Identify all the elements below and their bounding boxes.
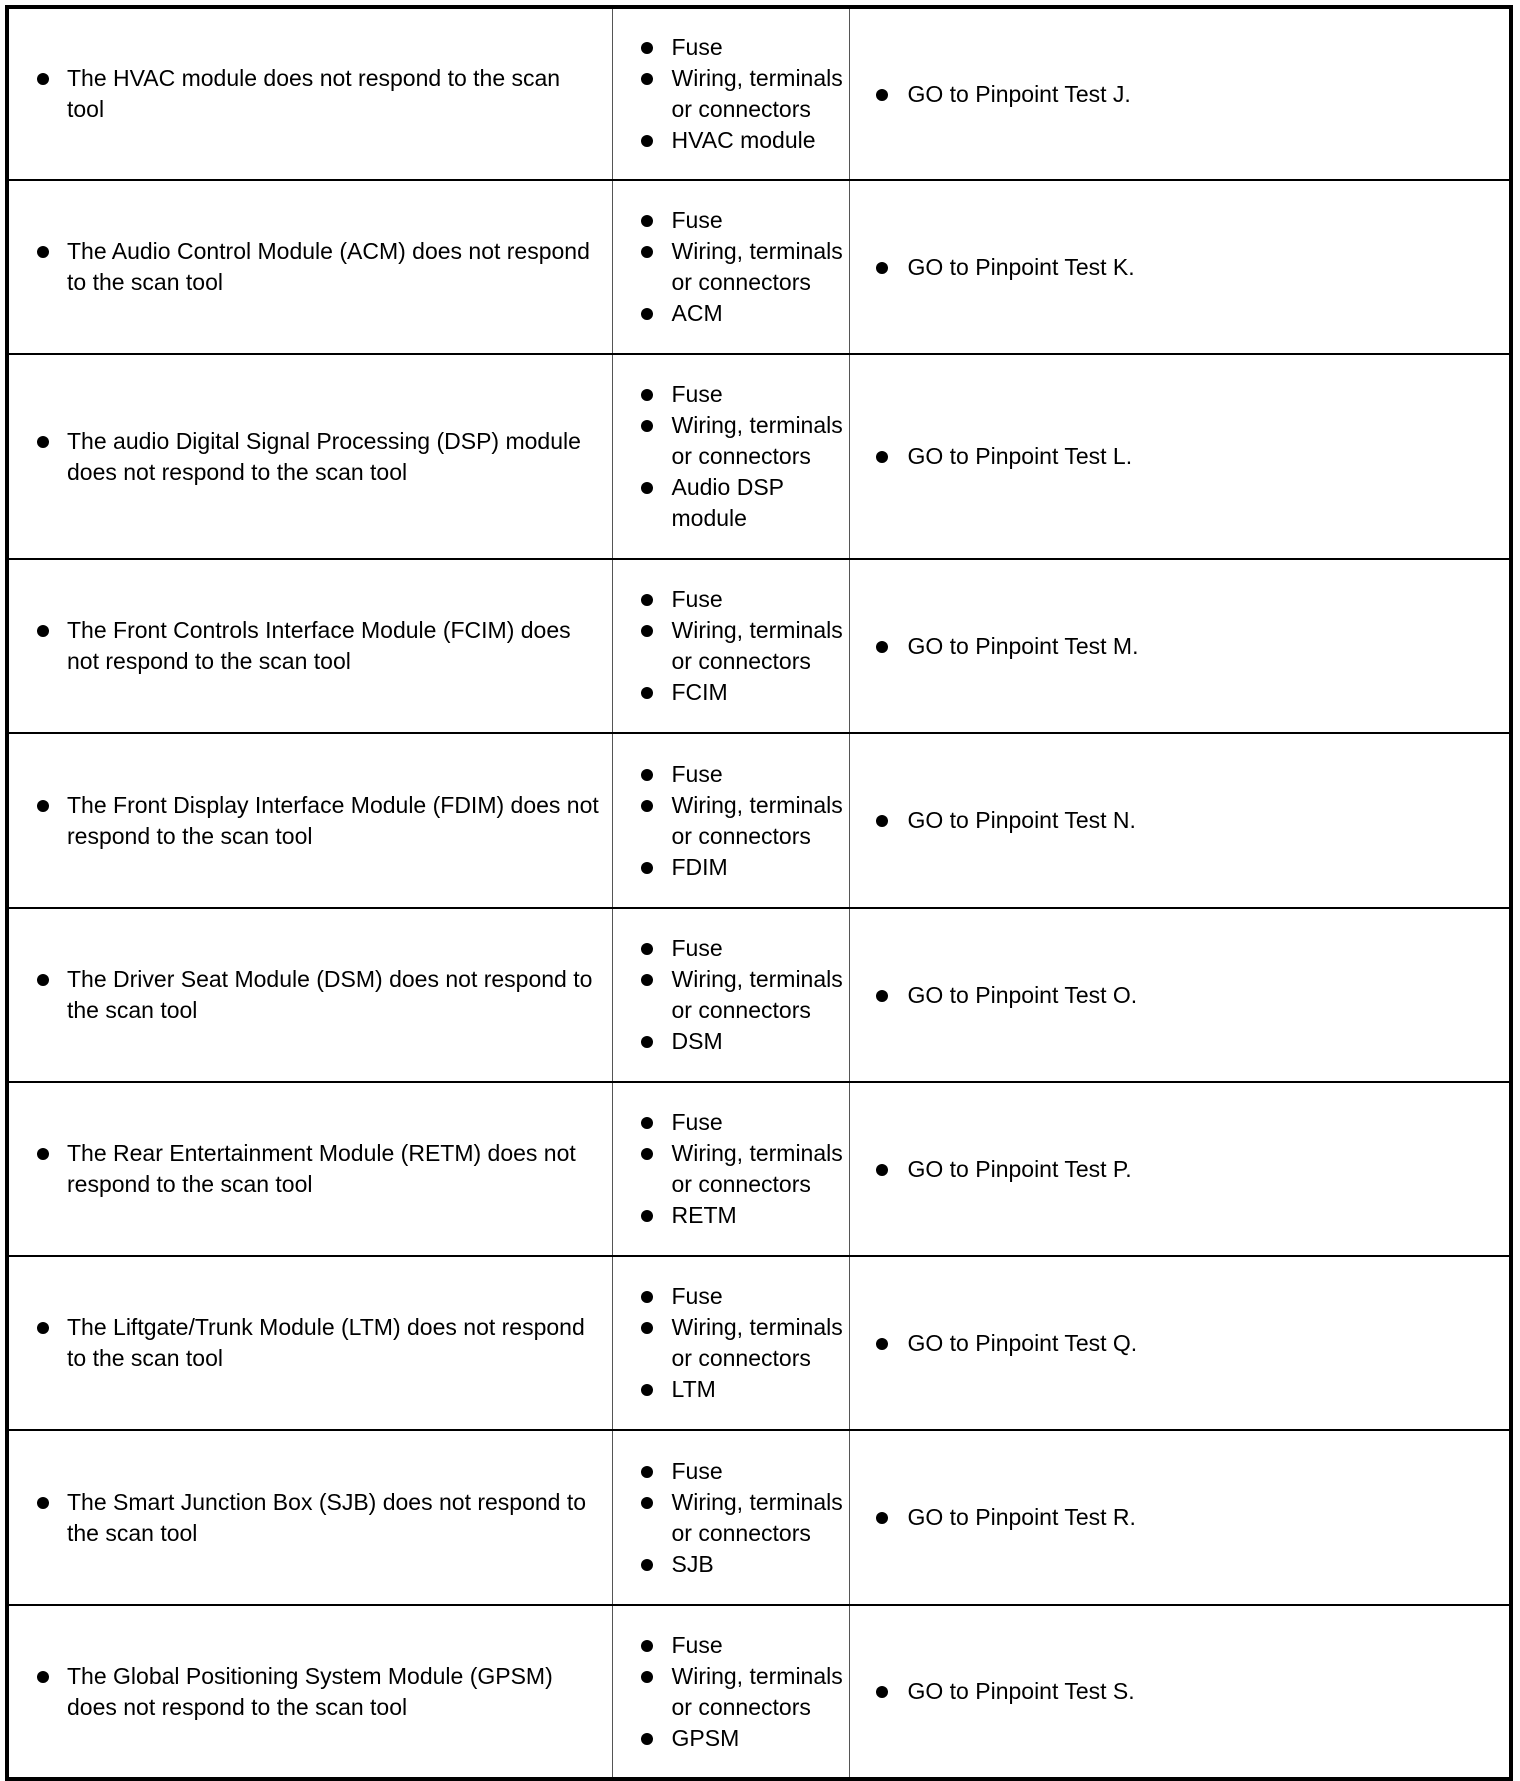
action-text: GO to Pinpoint Test O. bbox=[850, 980, 1510, 1011]
possible-sources-cell bbox=[612, 733, 849, 908]
condition-text: The Liftgate/Trunk Module (LTM) does not respond to the scan tool bbox=[9, 1312, 612, 1374]
action-cell bbox=[849, 559, 1511, 733]
possible-source-item: Fuse bbox=[613, 759, 849, 790]
condition-text: The Smart Junction Box (SJB) does not respond to the scan tool bbox=[9, 1487, 612, 1549]
possible-sources-cell bbox=[612, 354, 849, 559]
condition-text: The Front Display Interface Module (FDIM) does not respond to the scan tool bbox=[9, 790, 612, 852]
possible-source-item: Wiring, terminals or connectors bbox=[613, 615, 849, 677]
table-row bbox=[7, 733, 1511, 908]
possible-source-item: RETM bbox=[613, 1200, 849, 1231]
condition-cell bbox=[7, 1430, 612, 1605]
action-cell bbox=[849, 7, 1511, 180]
table-row bbox=[7, 1256, 1511, 1430]
possible-source-item: Wiring, terminals or connectors bbox=[613, 1487, 849, 1549]
condition-text: The Front Controls Interface Module (FCIM) does not respond to the scan tool bbox=[9, 615, 612, 677]
table-row bbox=[7, 7, 1511, 180]
condition-cell bbox=[7, 559, 612, 733]
possible-source-item: Fuse bbox=[613, 1281, 849, 1312]
action-cell bbox=[849, 354, 1511, 559]
possible-source-item: FCIM bbox=[613, 677, 849, 708]
action-text: GO to Pinpoint Test L. bbox=[850, 441, 1510, 472]
condition-text: The audio Digital Signal Processing (DSP) module does not respond to the scan tool bbox=[9, 426, 612, 488]
action-cell bbox=[849, 1430, 1511, 1605]
possible-source-item: Fuse bbox=[613, 379, 849, 410]
condition-cell bbox=[7, 733, 612, 908]
table-row bbox=[7, 559, 1511, 733]
possible-source-item: ACM bbox=[613, 298, 849, 329]
action-text: GO to Pinpoint Test M. bbox=[850, 631, 1510, 662]
condition-cell bbox=[7, 180, 612, 354]
possible-source-item: Wiring, terminals or connectors bbox=[613, 1138, 849, 1200]
possible-source-item: Wiring, terminals or connectors bbox=[613, 236, 849, 298]
condition-text: The Driver Seat Module (DSM) does not respond to the scan tool bbox=[9, 964, 612, 1026]
possible-source-item: Wiring, terminals or connectors bbox=[613, 1661, 849, 1723]
table-row bbox=[7, 908, 1511, 1082]
action-cell bbox=[849, 1256, 1511, 1430]
possible-sources-cell bbox=[612, 1430, 849, 1605]
possible-source-item: Wiring, terminals or connectors bbox=[613, 964, 849, 1026]
possible-source-item: Audio DSP module bbox=[613, 472, 849, 534]
action-cell bbox=[849, 908, 1511, 1082]
possible-source-item: Fuse bbox=[613, 32, 849, 63]
table-body bbox=[7, 7, 1511, 1779]
action-text: GO to Pinpoint Test Q. bbox=[850, 1328, 1510, 1359]
condition-text: The HVAC module does not respond to the scan tool bbox=[9, 63, 612, 125]
possible-source-item: Wiring, terminals or connectors bbox=[613, 1312, 849, 1374]
table-row bbox=[7, 180, 1511, 354]
possible-sources-cell bbox=[612, 1256, 849, 1430]
possible-source-item: Fuse bbox=[613, 1456, 849, 1487]
possible-source-item: Wiring, terminals or connectors bbox=[613, 63, 849, 125]
condition-cell bbox=[7, 1082, 612, 1256]
possible-sources-cell bbox=[612, 908, 849, 1082]
action-cell bbox=[849, 180, 1511, 354]
table-row bbox=[7, 1430, 1511, 1605]
symptom-chart-table bbox=[5, 5, 1513, 1781]
possible-sources-cell bbox=[612, 1605, 849, 1779]
possible-source-item: Fuse bbox=[613, 205, 849, 236]
action-text: GO to Pinpoint Test K. bbox=[850, 252, 1510, 283]
possible-source-item: Fuse bbox=[613, 1107, 849, 1138]
condition-cell bbox=[7, 908, 612, 1082]
possible-sources-cell bbox=[612, 180, 849, 354]
possible-source-item: LTM bbox=[613, 1374, 849, 1405]
condition-text: The Global Positioning System Module (GPSM) does not respond to the scan tool bbox=[9, 1661, 612, 1723]
condition-text: The Audio Control Module (ACM) does not respond to the scan tool bbox=[9, 236, 612, 298]
condition-cell bbox=[7, 1605, 612, 1779]
possible-source-item: FDIM bbox=[613, 852, 849, 883]
possible-source-item: Fuse bbox=[613, 1630, 849, 1661]
action-cell bbox=[849, 733, 1511, 908]
action-text: GO to Pinpoint Test J. bbox=[850, 79, 1510, 110]
possible-source-item: SJB bbox=[613, 1549, 849, 1580]
action-cell bbox=[849, 1605, 1511, 1779]
possible-source-item: Wiring, terminals or connectors bbox=[613, 790, 849, 852]
table-row bbox=[7, 1605, 1511, 1779]
condition-cell bbox=[7, 7, 612, 180]
possible-sources-cell bbox=[612, 559, 849, 733]
action-text: GO to Pinpoint Test P. bbox=[850, 1154, 1510, 1185]
condition-cell bbox=[7, 354, 612, 559]
possible-sources-cell bbox=[612, 1082, 849, 1256]
action-text: GO to Pinpoint Test S. bbox=[850, 1676, 1510, 1707]
possible-source-item: Wiring, terminals or connectors bbox=[613, 410, 849, 472]
action-cell bbox=[849, 1082, 1511, 1256]
condition-cell bbox=[7, 1256, 612, 1430]
action-text: GO to Pinpoint Test R. bbox=[850, 1502, 1510, 1533]
possible-source-item: Fuse bbox=[613, 584, 849, 615]
possible-source-item: Fuse bbox=[613, 933, 849, 964]
condition-text: The Rear Entertainment Module (RETM) does not respond to the scan tool bbox=[9, 1138, 612, 1200]
possible-sources-cell bbox=[612, 7, 849, 180]
possible-source-item: GPSM bbox=[613, 1723, 849, 1754]
action-text: GO to Pinpoint Test N. bbox=[850, 805, 1510, 836]
possible-source-item: DSM bbox=[613, 1026, 849, 1057]
table-row bbox=[7, 354, 1511, 559]
possible-source-item: HVAC module bbox=[613, 125, 849, 156]
table-row bbox=[7, 1082, 1511, 1256]
